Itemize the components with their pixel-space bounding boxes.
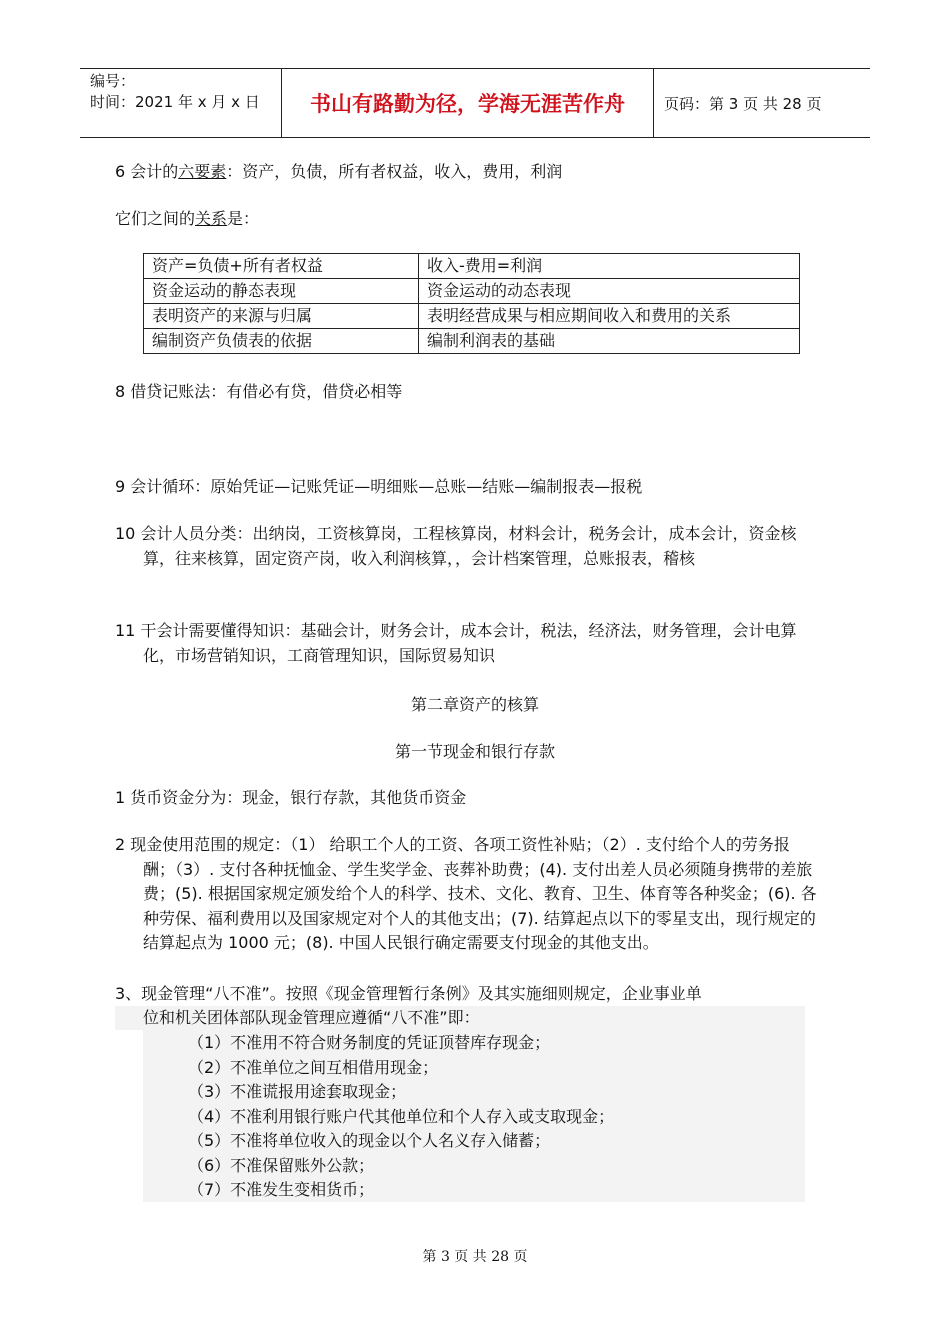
list-item: （2）不准单位之间互相借用现金； — [188, 1057, 439, 1077]
table-row — [144, 254, 800, 279]
table-row — [144, 279, 800, 304]
list-item: （4）不准利用银行账户代其他单位和个人存入或支取现金； — [188, 1106, 615, 1126]
header-page-label: 页码：第 3 页 共 28 页 — [664, 94, 822, 113]
list-item: （5）不准将单位收入的现金以个人名义存入储蓄； — [188, 1131, 551, 1150]
table-cell: 收入-费用=利润 — [419, 254, 800, 279]
list-item: （7）不准发生变相货币； — [188, 1180, 375, 1199]
list-item: （3）不准谎报用途套取现金； — [188, 1082, 407, 1101]
header-motto: 书山有路勤为径，学海无涯苦作舟 — [282, 69, 654, 137]
paragraph-required-knowledge: 11 干会计需要懂得知识：基础会计，财务会计，成本会计，税法，经济法，财务管理，会计电算化，市场营销知识，工商管理知识，国际贸易知识 — [115, 621, 797, 665]
paragraph-monetary-funds: 1 货币资金分为：现金，银行存款，其他货币资金 — [115, 788, 467, 807]
page-footer: 第 3 页 共 28 页 — [422, 1249, 528, 1265]
page-header — [80, 68, 870, 138]
eight-rules-list — [188, 1031, 614, 1203]
section-title: 第一节现金和银行存款 — [394, 742, 555, 761]
time-label: 时间：2021 年 x 月 x 日 — [90, 93, 260, 111]
list-item: （6）不准保留账外公款； — [188, 1155, 375, 1175]
table-cell: 资金运动的动态表现 — [419, 279, 800, 304]
paragraph-accounting-cycle: 9 会计循环：原始凭证—记账凭证—明细账—总账—结账—编制报表—报税 — [115, 477, 643, 496]
rel-suffix: 是： — [227, 209, 260, 228]
rel-prefix: 它们之间的 — [115, 209, 196, 228]
table-cell: 资金运动的静态表现 — [144, 279, 419, 304]
relation-table — [143, 253, 800, 354]
table-cell: 编制利润表的基础 — [419, 329, 800, 354]
table-row — [144, 329, 800, 354]
table-cell: 表明资产的来源与归属 — [144, 304, 419, 329]
table-cell: 编制资产负债表的依据 — [144, 329, 419, 354]
list-item: （1）不准用不符合财务制度的凭证顶替库存现金； — [188, 1033, 551, 1052]
header-meta — [80, 69, 282, 137]
paragraph-cash-usage-scope: 2 现金使用范围的规定：（1） 给职工个人的工资、各项工资性补贴；（2）. 支付给个人的劳务报酬；（3）. 支付各种抚恤金、学生奖学金、丧葬补助费；(4). 支付出差人员必须随身携带的差旅费；(5). 根据国家规定颁发给个人的科学、技术、文化、教育、卫生、体育等各种奖金；(6). 各种劳保、福利费用以及国家规定对个人的其他支出；(7). 结算起点以下的零星支出，现行规定的结算起点为 1000 元；(8). 中国人民银行确定需要支付现金的其他支出。 — [115, 835, 817, 952]
table-cell: 资产=负债+所有者权益 — [144, 254, 419, 279]
p6-prefix: 6 会计的 — [115, 162, 179, 181]
paragraph-relation-intro — [115, 207, 815, 232]
chapter-title: 第二章资产的核算 — [410, 695, 539, 714]
paragraph-eight-rules-line2: 位和机关团体部队现金管理应遵循“八不准”即： — [143, 1008, 480, 1027]
p6-underlined: 六要素 — [178, 162, 227, 181]
number-label: 编号： — [90, 72, 136, 90]
paragraph-six-elements — [115, 160, 815, 185]
table-row — [144, 304, 800, 329]
p6-suffix: ：资产，负债，所有者权益，收入，费用，利润 — [226, 162, 563, 181]
rel-underlined: 关系 — [195, 209, 228, 228]
paragraph-debit-credit: 8 借贷记账法：有借必有贷，借贷必相等 — [115, 382, 403, 401]
table-cell: 表明经营成果与相应期间收入和费用的关系 — [419, 304, 800, 329]
paragraph-accountant-roles: 10 会计人员分类：出纳岗，工资核算岗，工程核算岗，材料会计，税务会计，成本会计，资金核算，往来核算，固定资产岗，收入利润核算，，会计档案管理，总账报表，稽核 — [115, 524, 797, 568]
paragraph-eight-rules-line1: 3、现金管理“八不准”。按照《现金管理暂行条例》及其实施细则规定，企业事业单 — [115, 984, 702, 1003]
